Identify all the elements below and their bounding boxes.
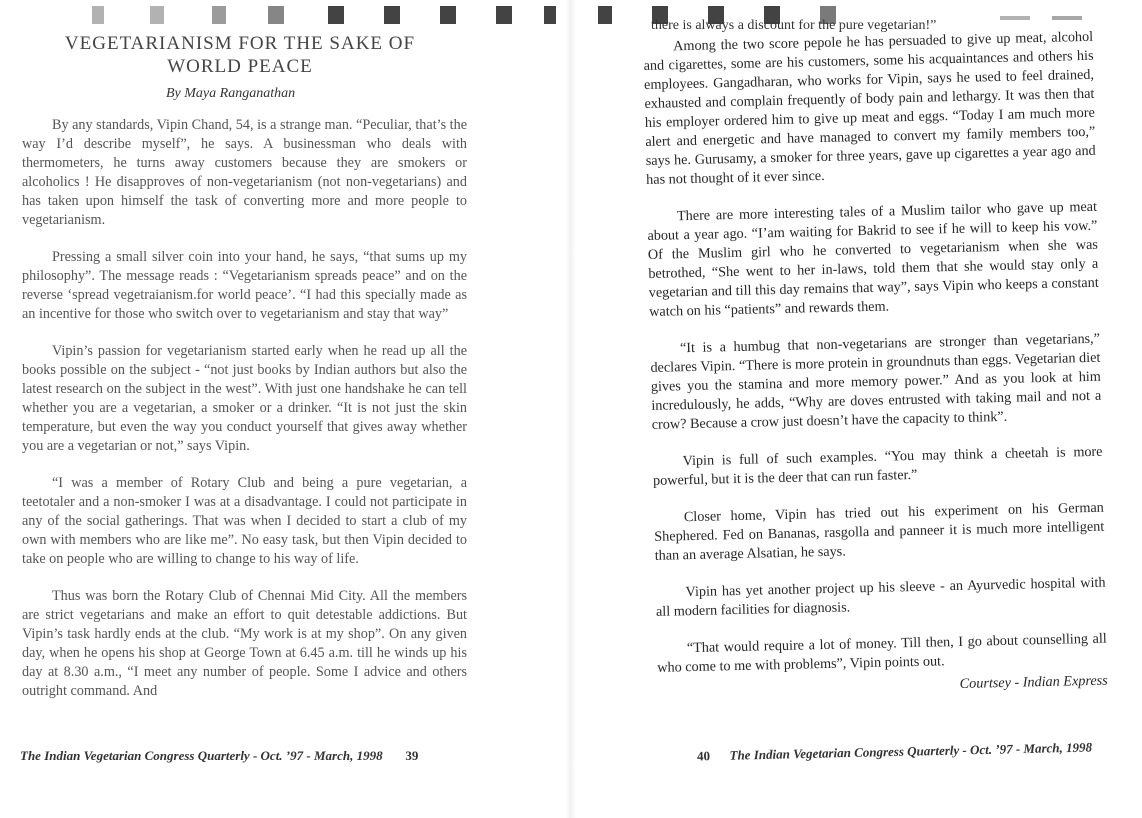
- paragraph: Among the two score pepole he has persuaded to give up meat, alcohol and cigarettes, some are his customers, some his acquaintances and others his employees. Gangadharan, who works for Vipin, says he used to feel drained, exhausted and complain frequently of body pain and lethargy. It was then that his employer ordered him to give up meat and eggs. “Today I am much more alert and energetic and have managed to convert my family members too,” says he. Gurusamy, a smoker for three years, gave up cigarettes a year ago and has not thought of it ever since.: [643, 28, 1096, 188]
- paragraph: Vipin has yet another project up his sleeve - an Ayurvedic hospital with all modern facilities for diagnosis.: [655, 574, 1106, 620]
- title-line-1: VEGETARIANISM FOR THE SAKE OF: [64, 33, 416, 54]
- source-credit: Courtsey - Indian Express: [959, 672, 1108, 692]
- paragraph: “That would require a lot of money. Till then, I go about counselling all who come to me with problems”, Vipin points out.: [657, 630, 1107, 676]
- article-title: [30, 32, 450, 78]
- page-number: 39: [405, 748, 419, 763]
- footer-text: The Indian Vegetarian Congress Quarterly - Oct. ’97 - March, 1998: [729, 739, 1093, 763]
- footer-text: The Indian Vegetarian Congress Quarterly - Oct. ’97 - March, 1998: [20, 748, 383, 763]
- page-number: 40: [696, 748, 711, 764]
- continued-line: there is always a discount for the pure vegetarian!”: [651, 18, 937, 33]
- paragraph: “It is a humbug that non-vegetarians are stronger than vegetarians,” declares Vipin. “There is more protein in groundnuts than eggs. Vegetarian diet gives you the stamina and more memory power.” And as you look at him incredulously, he adds, “Why are doves entrusted with taking mail and not a crow? Because a crow just doesn’t have the capacity to think”.: [650, 330, 1102, 433]
- page-footer: [697, 740, 1092, 765]
- paragraph: Pressing a small silver coin into your hand, he says, “that sums up my philosophy”. The message reads : “Vegetarianism spreads peace” and on the reverse ‘spread vegetraianism.for world peace’. “I had this specially made as an incentive for those who switch over to vegetarianism and stay that way”: [22, 249, 467, 322]
- paragraph: “I was a member of Rotary Club and being a pure vegetarian, a teetotaler and a non-smoker I was at a disadvantage. I could not participate in any of the social gatherings. That was when I decided to start a club of my own with members who are like me”. No easy task, but then Vipin decided to take on people who are willing to change to his way of life.: [22, 475, 467, 567]
- paragraph: There are more interesting tales of a Muslim tailor who gave up meat about a year ago. “I’am waiting for Bakrid to see if he will to keep his vow.” Of the Muslim girl who he converted to vegetarianism when she was betrothed, “She went to her in-laws, told them that she would stay only a vegetarian and till this day remains that way”, says Vipin who keeps a constant watch on his “patients” and rewards them.: [647, 198, 1099, 320]
- paragraph: Closer home, Vipin has tried out his experiment on his German Shephered. Fed on Bananas, rasgolla and panneer it is much more intelligent than an average Alsatian, he says.: [654, 499, 1105, 564]
- right-page: [571, 0, 1142, 818]
- byline: By Maya Ranganathan: [166, 86, 296, 101]
- paragraph: Thus was born the Rotary Club of Chennai Mid City. All the members are strict vegetarians and make an effort to quit detestable addictions. But Vipin’s task hardly ends at the club. “My work is at my shop”. On any given day, when he opens his shop at George Town at 6.45 a.m. till he winds up his day at 8.30 a.m., “I meet any number of people. Some I advice and others outright command. And: [22, 588, 467, 699]
- left-column: [22, 116, 467, 719]
- right-column: [643, 28, 1108, 719]
- paragraph: Vipin’s passion for vegetarianism started early when he read up all the books possible on the subject - “not just books by Indian authors but also the latest research on the subject in the west”. With just one handshake he can tell whether you are a vegetarian, a smoker or a drinker. “It is not just the skin temperature, but even the way you conduct yourself that gives away whether you are a vegetarian or not,” says Vipin.: [22, 343, 467, 454]
- paragraph: By any standards, Vipin Chand, 54, is a strange man. “Peculiar, that’s the way I’d describe myself”, he says. A businessman who deals with thermometers, he turns away customers because they are smokers or alcoholics ! He disapproves of non-vegetarianism (not non-vegetarians) and has taken upon himself the task of converting more and more people to vegetarianism.: [22, 117, 467, 228]
- paragraph: Vipin is full of such examples. “You may think a cheetah is more powerful, but it is the deer that can run faster.”: [652, 443, 1103, 489]
- title-line-2: WORLD PEACE: [167, 56, 313, 77]
- page-footer: [20, 748, 418, 764]
